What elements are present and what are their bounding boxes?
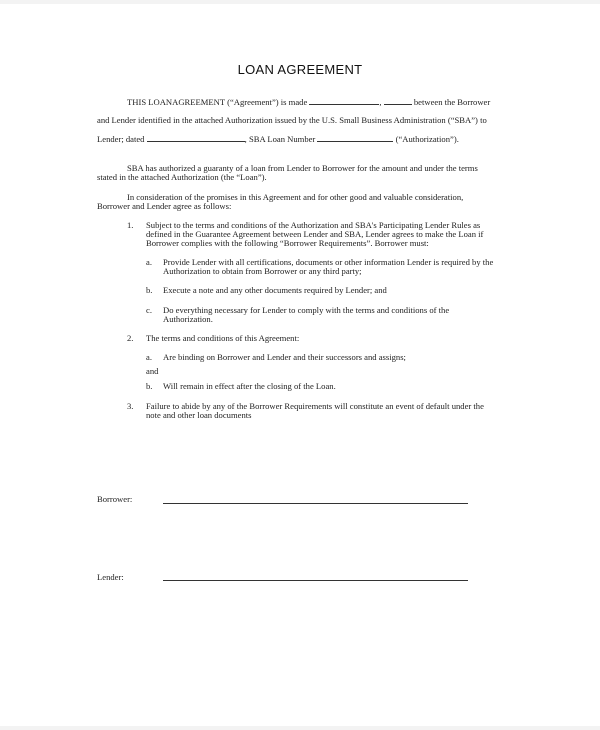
item-1c-letter: c.	[146, 305, 152, 315]
intro-line-3-mid: , SBA Loan Number	[244, 134, 316, 144]
item-1-number: 1.	[127, 220, 134, 230]
intro-line-1: THIS LOANAGREEMENT (“Agreement”) is made , between the Borrower	[127, 97, 491, 107]
para-consideration-line-2: Borrower and Lender agree as follows:	[97, 201, 232, 211]
loan-number-blank[interactable]	[317, 134, 393, 142]
item-1b-letter: b.	[146, 285, 153, 295]
item-1a-letter: a.	[146, 257, 152, 267]
lender-label: Lender:	[97, 572, 124, 582]
lender-signature-line[interactable]	[163, 580, 468, 581]
item-3-line-1: Failure to abide by any of the Borrower Requirements will constitute an event of default under the	[146, 401, 484, 411]
item-1-line-3: Borrower complies with the following “Borrower Requirements”. Borrower must:	[146, 238, 429, 248]
para-consideration-line-1: In consideration of the promises in this Agreement and for other good and valuable consideration,	[127, 192, 464, 202]
item-2-and: and	[146, 366, 159, 376]
item-2-line-1: The terms and conditions of this Agreement:	[146, 333, 300, 343]
intro-line-3-start: Lender; dated	[97, 134, 145, 144]
item-2b-text: Will remain in effect after the closing of the Loan.	[163, 381, 336, 391]
item-2-number: 2.	[127, 333, 134, 343]
item-2a-text: Are binding on Borrower and Lender and their successors and assigns;	[163, 352, 406, 362]
intro-line-3-end: (“Authorization”).	[395, 134, 459, 144]
item-1-line-2: defined in the Guarantee Agreement between Lender and SBA, Lender agrees to make the Loan if	[146, 229, 484, 239]
borrower-signature-line[interactable]	[163, 503, 468, 504]
item-1b-line-1: Execute a note and any other documents required by Lender; and	[163, 285, 387, 295]
item-1-line-1: Subject to the terms and conditions of the Authorization and SBA's Participating Lender Rules as	[146, 220, 481, 230]
item-2a-letter: a.	[146, 352, 152, 362]
item-1a-line-1: Provide Lender with all certifications, documents or other information Lender is required by the	[163, 257, 494, 267]
date-blank-1[interactable]	[309, 97, 379, 105]
page-edge-top	[0, 0, 600, 4]
borrower-label: Borrower:	[97, 494, 133, 504]
item-2b-letter: b.	[146, 381, 153, 391]
item-1a-line-2: Authorization to obtain from Borrower or any third party;	[163, 266, 362, 276]
para-sba-line-2: stated in the attached Authorization (the “Loan”).	[97, 172, 267, 182]
authorization-date-blank[interactable]	[147, 134, 245, 142]
item-1c-line-2: Authorization.	[163, 314, 213, 324]
intro-line-3	[97, 134, 459, 145]
page-edge-bottom	[0, 726, 600, 730]
intro-line-1-start: THIS LOANAGREEMENT (“Agreement”) is made	[127, 97, 308, 107]
item-3-line-2: note and other loan documents	[146, 410, 252, 420]
document-title: LOAN AGREEMENT	[237, 62, 363, 77]
item-1c-line-1: Do everything necessary for Lender to comply with the terms and conditions of the	[163, 305, 450, 315]
intro-line-1-end: between the Borrower	[413, 97, 491, 107]
date-blank-2[interactable]	[384, 97, 412, 105]
item-3-number: 3.	[127, 401, 134, 411]
para-sba-line-1: SBA has authorized a guaranty of a loan from Lender to Borrower for the amount and under the terms	[127, 163, 478, 173]
intro-line-2: and Lender identified in the attached Authorization issued by the U.S. Small Business Administration (“SBA”) to	[97, 115, 487, 125]
